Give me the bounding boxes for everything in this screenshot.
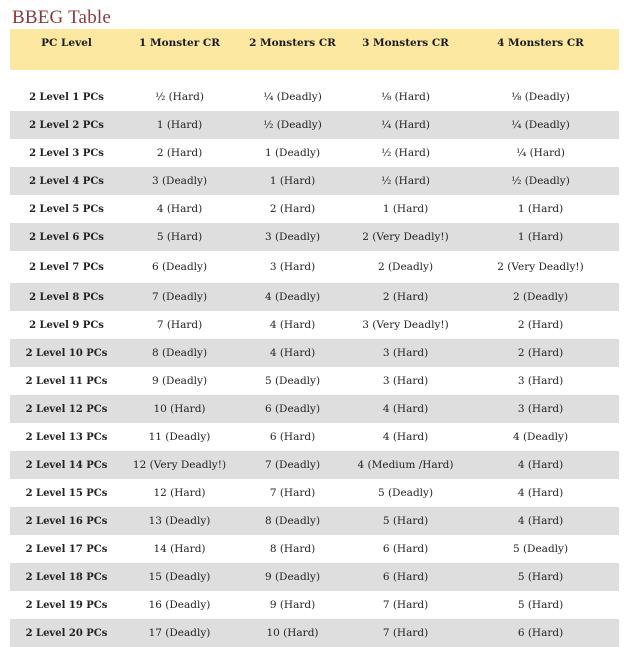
cr-cell: 12 (Hard): [153, 487, 206, 499]
pc-level-cell: 2 Level 11 PCs: [25, 375, 108, 387]
cr-cell: 4 (Hard): [156, 203, 203, 215]
cr-cell: 2 (Deadly): [512, 291, 569, 303]
header-2-monsters-cr: 2 Monsters CR: [249, 37, 336, 49]
table-row: [10, 251, 619, 283]
cr-cell: 6 (Hard): [382, 571, 429, 583]
cr-cell: 4 (Hard): [517, 515, 564, 527]
pc-level-cell: 2 Level 15 PCs: [25, 487, 108, 499]
pc-level-cell: 2 Level 7 PCs: [29, 261, 104, 273]
table-row: [10, 311, 619, 339]
table-row: [10, 451, 619, 479]
spacer-row: [10, 70, 619, 83]
cr-cell: 10 (Hard): [153, 403, 206, 415]
cr-cell: 17 (Deadly): [148, 627, 211, 639]
pc-level-cell: 2 Level 19 PCs: [25, 599, 108, 611]
table-row: [10, 619, 619, 647]
cr-cell: 7 (Deadly): [151, 291, 208, 303]
cr-cell: 2 (Deadly): [377, 261, 434, 273]
cr-cell: 9 (Hard): [269, 599, 316, 611]
cr-cell: 3 (Hard): [517, 375, 564, 387]
table-row: [10, 423, 619, 451]
table-row: [10, 83, 619, 111]
header-4-monsters-cr: 4 Monsters CR: [497, 37, 584, 49]
cr-cell: 15 (Deadly): [148, 571, 211, 583]
cr-cell: 3 (Deadly): [151, 175, 208, 187]
header-row: [10, 29, 619, 70]
cr-cell: 5 (Deadly): [512, 543, 569, 555]
cr-cell: 2 (Very Deadly!): [497, 261, 584, 273]
cr-cell: ¼ (Hard): [381, 119, 430, 131]
table-row: [10, 479, 619, 507]
cr-cell: 1 (Hard): [517, 231, 564, 243]
table-row: [10, 223, 619, 251]
cr-cell: 8 (Deadly): [151, 347, 208, 359]
pc-level-cell: 2 Level 20 PCs: [25, 627, 108, 639]
table-row: [10, 339, 619, 367]
cr-cell: 1 (Hard): [156, 119, 203, 131]
cr-cell: 4 (Hard): [517, 487, 564, 499]
cr-cell: 3 (Hard): [382, 375, 429, 387]
cr-cell: 2 (Very Deadly!): [362, 231, 449, 243]
cr-cell: 8 (Hard): [269, 543, 316, 555]
page-title: BBEG Table: [12, 7, 112, 28]
cr-cell: 4 (Hard): [269, 319, 316, 331]
cr-cell: 4 (Hard): [517, 459, 564, 471]
cr-cell: 7 (Deadly): [264, 459, 321, 471]
cr-cell: ½ (Hard): [155, 91, 204, 103]
pc-level-cell: 2 Level 6 PCs: [29, 231, 104, 243]
cr-cell: 2 (Hard): [382, 291, 429, 303]
cr-cell: 6 (Hard): [382, 543, 429, 555]
cr-cell: 8 (Deadly): [264, 515, 321, 527]
cr-cell: 5 (Hard): [517, 599, 564, 611]
cr-cell: 5 (Deadly): [264, 375, 321, 387]
cr-cell: 1 (Hard): [269, 175, 316, 187]
cr-cell: ½ (Hard): [381, 175, 430, 187]
pc-level-cell: 2 Level 2 PCs: [29, 119, 104, 131]
cr-cell: 5 (Deadly): [377, 487, 434, 499]
cr-cell: 4 (Deadly): [264, 291, 321, 303]
cr-cell: 3 (Very Deadly!): [362, 319, 449, 331]
cr-cell: 2 (Hard): [517, 347, 564, 359]
cr-cell: 10 (Hard): [266, 627, 319, 639]
pc-level-cell: 2 Level 14 PCs: [25, 459, 108, 471]
table-body: [10, 70, 619, 647]
cr-cell: 4 (Deadly): [512, 431, 569, 443]
pc-level-cell: 2 Level 5 PCs: [29, 203, 104, 215]
cr-cell: 3 (Hard): [382, 347, 429, 359]
bbeg-table: [10, 29, 619, 647]
cr-cell: 7 (Hard): [382, 627, 429, 639]
cr-cell: ⅛ (Deadly): [511, 91, 570, 103]
pc-level-cell: 2 Level 3 PCs: [29, 147, 104, 159]
table-row: [10, 195, 619, 223]
cr-cell: 3 (Hard): [269, 261, 316, 273]
cr-cell: ¼ (Deadly): [263, 91, 322, 103]
table-row: [10, 395, 619, 423]
cr-cell: 4 (Hard): [382, 403, 429, 415]
cr-cell: 6 (Hard): [269, 431, 316, 443]
table-row: [10, 563, 619, 591]
header-pc-level: PC Level: [41, 37, 92, 49]
pc-level-cell: 2 Level 1 PCs: [29, 91, 104, 103]
cr-cell: 11 (Deadly): [148, 431, 211, 443]
table-header: [10, 29, 619, 70]
pc-level-cell: 2 Level 12 PCs: [25, 403, 108, 415]
spacer-cell: [10, 70, 619, 83]
cr-cell: ⅛ (Hard): [381, 91, 430, 103]
pc-level-cell: 2 Level 10 PCs: [25, 347, 108, 359]
table-row: [10, 535, 619, 563]
table-row: [10, 111, 619, 139]
cr-cell: 7 (Hard): [156, 319, 203, 331]
pc-level-cell: 2 Level 4 PCs: [29, 175, 104, 187]
cr-cell: 6 (Hard): [517, 627, 564, 639]
table-row: [10, 507, 619, 535]
cr-cell: 2 (Hard): [517, 319, 564, 331]
cr-cell: 9 (Deadly): [151, 375, 208, 387]
cr-cell: ½ (Hard): [381, 147, 430, 159]
cr-cell: 1 (Hard): [517, 203, 564, 215]
cr-cell: ¼ (Deadly): [511, 119, 570, 131]
cr-cell: 2 (Hard): [269, 203, 316, 215]
cr-cell: 6 (Deadly): [264, 403, 321, 415]
pc-level-cell: 2 Level 16 PCs: [25, 515, 108, 527]
header-3-monsters-cr: 3 Monsters CR: [362, 37, 449, 49]
table-row: [10, 367, 619, 395]
cr-cell: 1 (Deadly): [264, 147, 321, 159]
cr-cell: 5 (Hard): [156, 231, 203, 243]
cr-cell: 2 (Hard): [156, 147, 203, 159]
table-row: [10, 139, 619, 167]
cr-cell: 7 (Hard): [269, 487, 316, 499]
pc-level-cell: 2 Level 13 PCs: [25, 431, 108, 443]
cr-cell: 12 (Very Deadly!): [132, 459, 227, 471]
cr-cell: 6 (Deadly): [151, 261, 208, 273]
cr-cell: 5 (Hard): [382, 515, 429, 527]
cr-cell: 5 (Hard): [517, 571, 564, 583]
cr-cell: 13 (Deadly): [148, 515, 211, 527]
cr-cell: 1 (Hard): [382, 203, 429, 215]
cr-cell: 7 (Hard): [382, 599, 429, 611]
cr-cell: 16 (Deadly): [148, 599, 211, 611]
table-row: [10, 591, 619, 619]
pc-level-cell: 2 Level 17 PCs: [25, 543, 108, 555]
cr-cell: ¼ (Hard): [516, 147, 565, 159]
cr-cell: ½ (Deadly): [511, 175, 570, 187]
cr-cell: ½ (Deadly): [263, 119, 322, 131]
cr-cell: 9 (Deadly): [264, 571, 321, 583]
cr-cell: 3 (Deadly): [264, 231, 321, 243]
header-1-monster-cr: 1 Monster CR: [139, 37, 220, 49]
pc-level-cell: 2 Level 18 PCs: [25, 571, 108, 583]
cr-cell: 14 (Hard): [153, 543, 206, 555]
cr-cell: 4 (Medium /Hard): [357, 459, 454, 471]
pc-level-cell: 2 Level 9 PCs: [29, 319, 104, 331]
table-row: [10, 167, 619, 195]
cr-cell: 3 (Hard): [517, 403, 564, 415]
cr-cell: 4 (Hard): [269, 347, 316, 359]
pc-level-cell: 2 Level 8 PCs: [29, 291, 104, 303]
table-row: [10, 283, 619, 311]
cr-cell: 4 (Hard): [382, 431, 429, 443]
